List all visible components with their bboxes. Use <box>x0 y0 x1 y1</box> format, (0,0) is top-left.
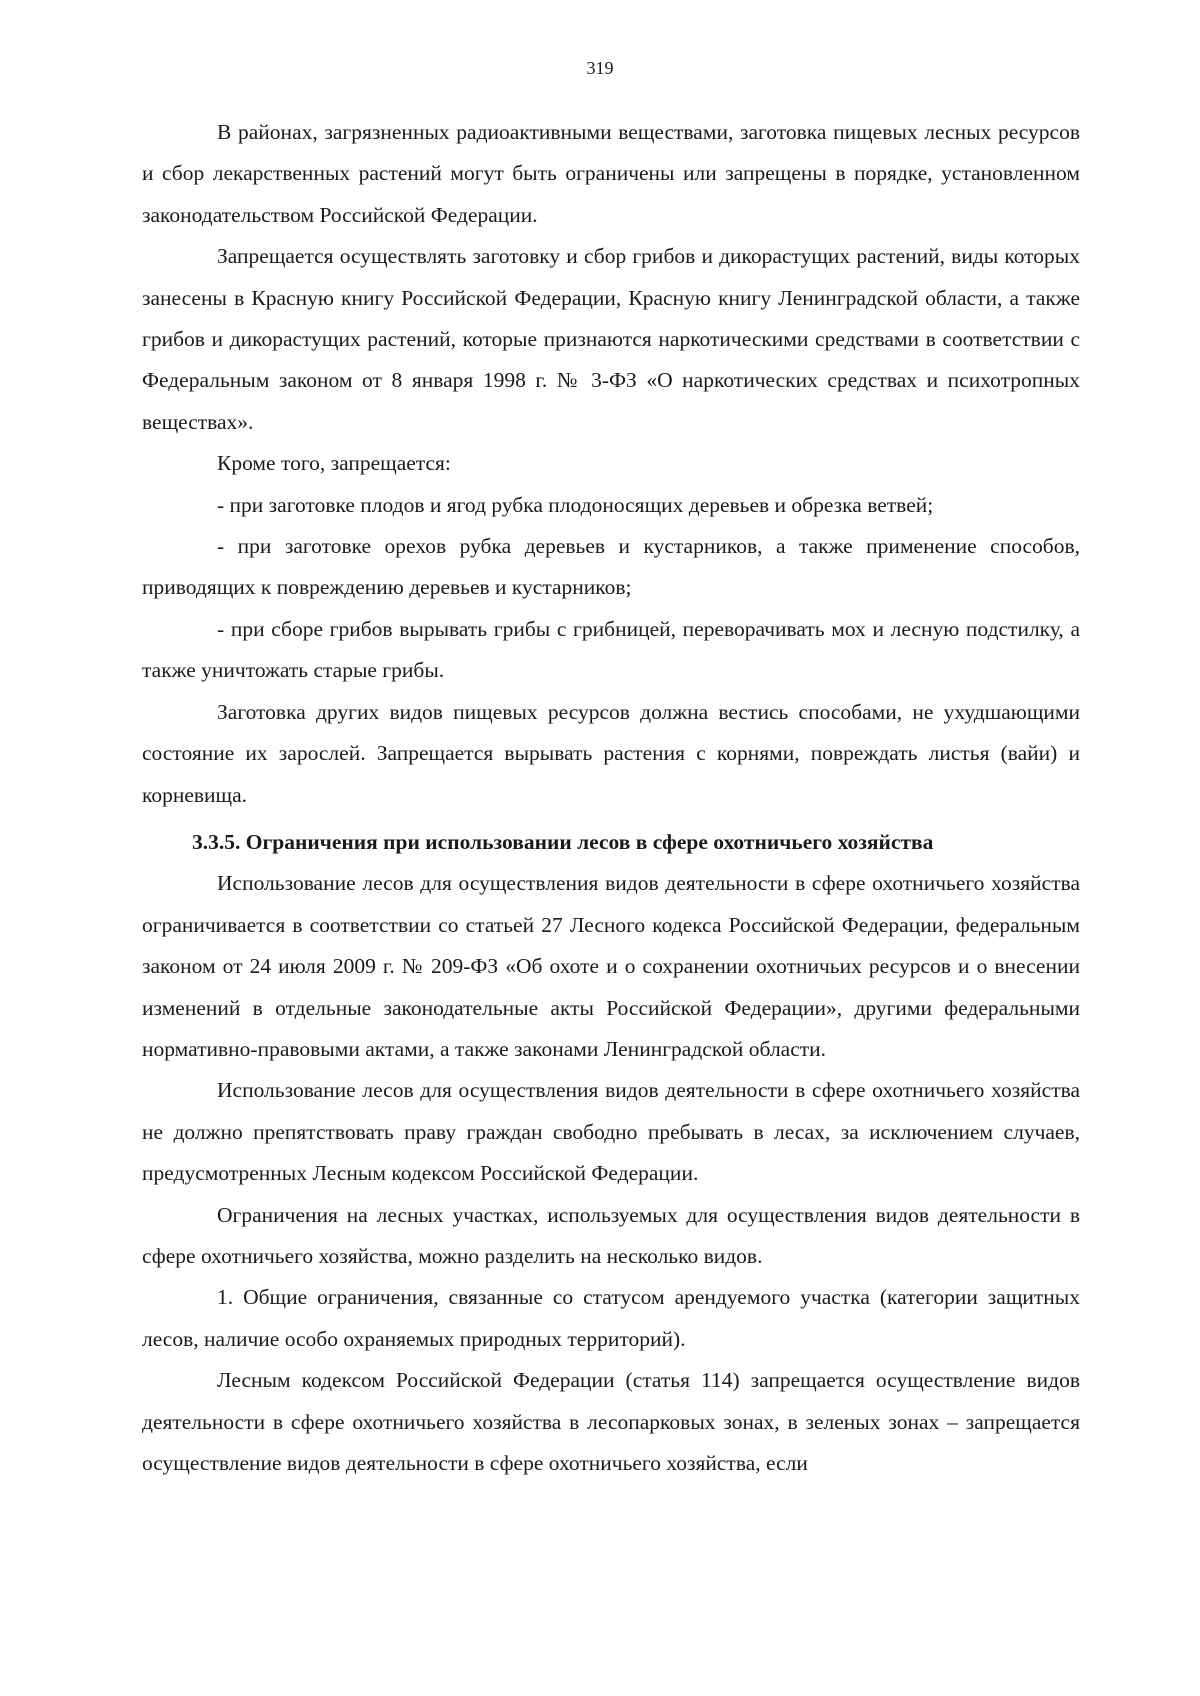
paragraph-forest-code-article-114: Лесным кодексом Российской Федерации (статья 114) запрещается осуществление видов деятельности в сфере охотничьего хозяйства в лесопарковых зонах, в зеленых зонах – запрещается осуществление видов деятельности в сфере охотничьего хозяйства, если <box>142 1368 1080 1475</box>
list-item-mushrooms: - при сборе грибов вырывать грибы с грибницей, переворачивать мох и лесную подстилку, а также уничтожать старые грибы. <box>142 616 1080 683</box>
paragraph-restriction-types: Ограничения на лесных участках, используемых для осуществления видов деятельности в сфере охотничьего хозяйства, можно разделить на несколько видов. <box>142 1202 1080 1268</box>
paragraph-radioactive-areas: В районах, загрязненных радиоактивными веществами, заготовка пищевых лесных ресурсов и сбор лекарственных растений могут быть ограничены или запрещены в порядке, установленном законодательством Российской Федерации. <box>142 120 1080 227</box>
paragraph-additionally-prohibited: Кроме того, запрещается: <box>217 451 451 476</box>
list-item-general-restrictions: 1. Общие ограничения, связанные со статусом арендуемого участка (категории защитных лесов, наличие особо охраняемых природных территорий). <box>142 1285 1080 1351</box>
paragraph-red-book-prohibition: Запрещается осуществлять заготовку и сбор грибов и дикорастущих растений, виды которых занесены в Красную книгу Российской Федерации, Красную книгу Ленинградской области, а также грибов и дикорастущих растений, которые признаются наркотическими средствами в соответствии с Федеральным законом от 8 января 1998 г. № 3-ФЗ «О наркотических средствах и психотропных веществах». <box>142 244 1080 434</box>
list-item-nuts: - при заготовке орехов рубка деревьев и кустарников, а также применение способов, приводящих к повреждению деревьев и кустарников; <box>142 534 1080 600</box>
paragraph-other-food-resources: Заготовка других видов пищевых ресурсов должна вестись способами, не ухудшающими состояние их зарослей. Запрещается вырывать растения с корнями, повреждать листья (вайи) и корневища. <box>142 699 1080 807</box>
section-heading-hunting: 3.3.5. Ограничения при использовании лесов в сфере охотничьего хозяйства <box>192 829 934 854</box>
paragraph-hunting-restrictions-law: Использование лесов для осуществления видов деятельности в сфере охотничьего хозяйства ограничивается в соответствии со статьей 27 Лесного кодекса Российской Федерации, федеральным законом от 24 июля 2009 г. № 209-ФЗ «Об охоте и о сохранении охотничьих ресурсов и о внесении изменений в отдельные законодательные акты Российской Федерации», другими федеральными нормативно-правовыми актами, а также законами Ленинградской области. <box>142 871 1080 1061</box>
list-item-fruits-berries: - при заготовке плодов и ягод рубка плодоносящих деревьев и обрезка ветвей; <box>217 492 934 517</box>
paragraph-citizens-access: Использование лесов для осуществления видов деятельности в сфере охотничьего хозяйства не должно препятствовать праву граждан свободно пребывать в лесах, за исключением случаев, предусмотренных Лесным кодексом Российской Федерации. <box>142 1078 1080 1186</box>
page-number: 319 <box>586 58 614 78</box>
document-body <box>142 112 1080 1484</box>
